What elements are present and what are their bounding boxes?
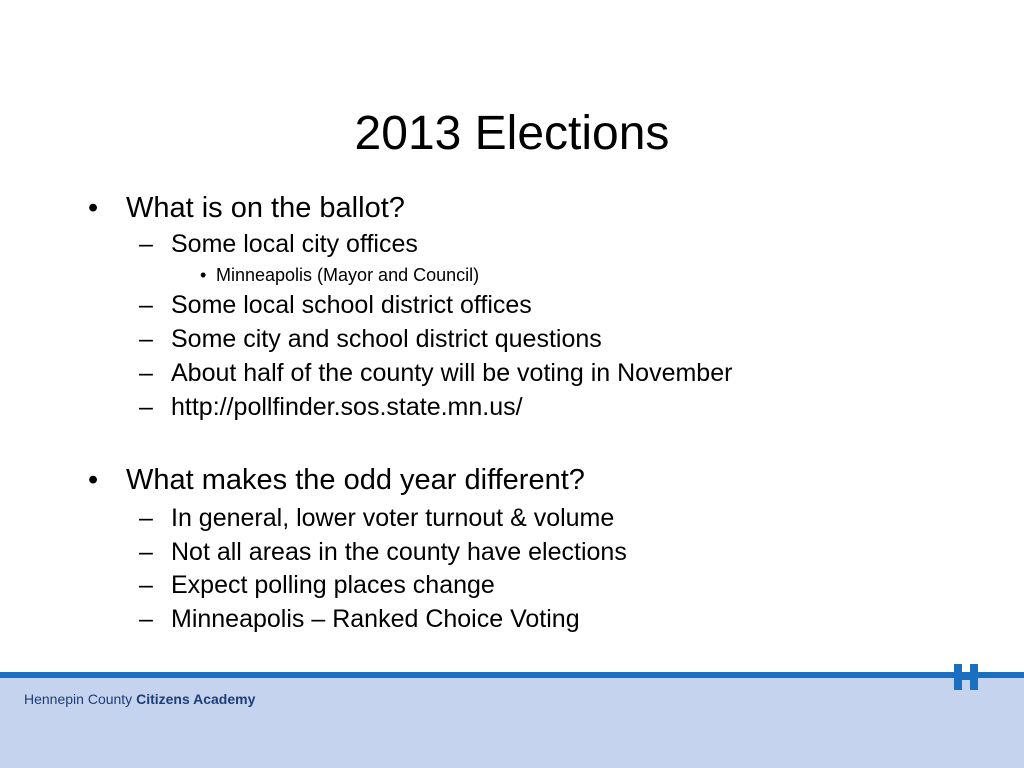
bullet-item — [88, 191, 405, 225]
sub-item — [139, 604, 580, 634]
sub-item — [139, 290, 532, 320]
hennepin-h-icon — [952, 662, 980, 692]
sub-item — [139, 358, 733, 388]
bullet-marker: • — [88, 192, 99, 224]
dash-marker: – — [139, 571, 153, 599]
dash-marker: – — [139, 605, 153, 633]
sub-item-text: Not all areas in the county have elections — [171, 538, 627, 566]
sub-item — [139, 503, 615, 533]
bullet-marker: • — [88, 464, 99, 496]
sub-item — [139, 570, 495, 600]
dash-marker: – — [139, 230, 153, 258]
dash-marker: – — [139, 393, 153, 421]
sub-item-link — [139, 392, 523, 422]
sub-item-text: Some local city offices — [171, 230, 418, 258]
sub-item-text: Expect polling places change — [171, 571, 495, 599]
sub-item-text: In general, lower voter turnout & volume — [171, 504, 615, 532]
dash-marker: – — [139, 538, 153, 566]
pollfinder-url: http://pollfinder.sos.state.mn.us/ — [171, 393, 523, 421]
sub-item-text: Minneapolis – Ranked Choice Voting — [171, 605, 580, 633]
bullet-marker: • — [200, 265, 207, 285]
footer-brand-county: Hennepin County — [24, 691, 133, 707]
dash-marker: – — [139, 359, 153, 387]
footer-band — [0, 672, 1024, 768]
sub-item-text: Some local school district offices — [171, 291, 532, 319]
bullet-item — [88, 463, 585, 497]
sub-item — [139, 537, 627, 567]
bullet-text: What makes the odd year different? — [126, 464, 585, 496]
sub-item — [139, 229, 418, 259]
dash-marker: – — [139, 325, 153, 353]
sub-item-text: Some city and school district questions — [171, 325, 602, 353]
bullet-text: What is on the ballot? — [126, 192, 405, 224]
sub-item-text: About half of the county will be voting in November — [171, 359, 733, 387]
sub-item — [139, 324, 602, 354]
sub-sub-item-text: Minneapolis (Mayor and Council) — [216, 265, 480, 285]
footer-rule — [0, 672, 1024, 678]
footer-brand — [24, 690, 255, 708]
sub-sub-item — [200, 264, 480, 286]
dash-marker: – — [139, 504, 153, 532]
dash-marker: – — [139, 291, 153, 319]
slide-title: 2013 Elections — [354, 107, 670, 160]
footer-brand-academy: Citizens Academy — [136, 691, 256, 707]
